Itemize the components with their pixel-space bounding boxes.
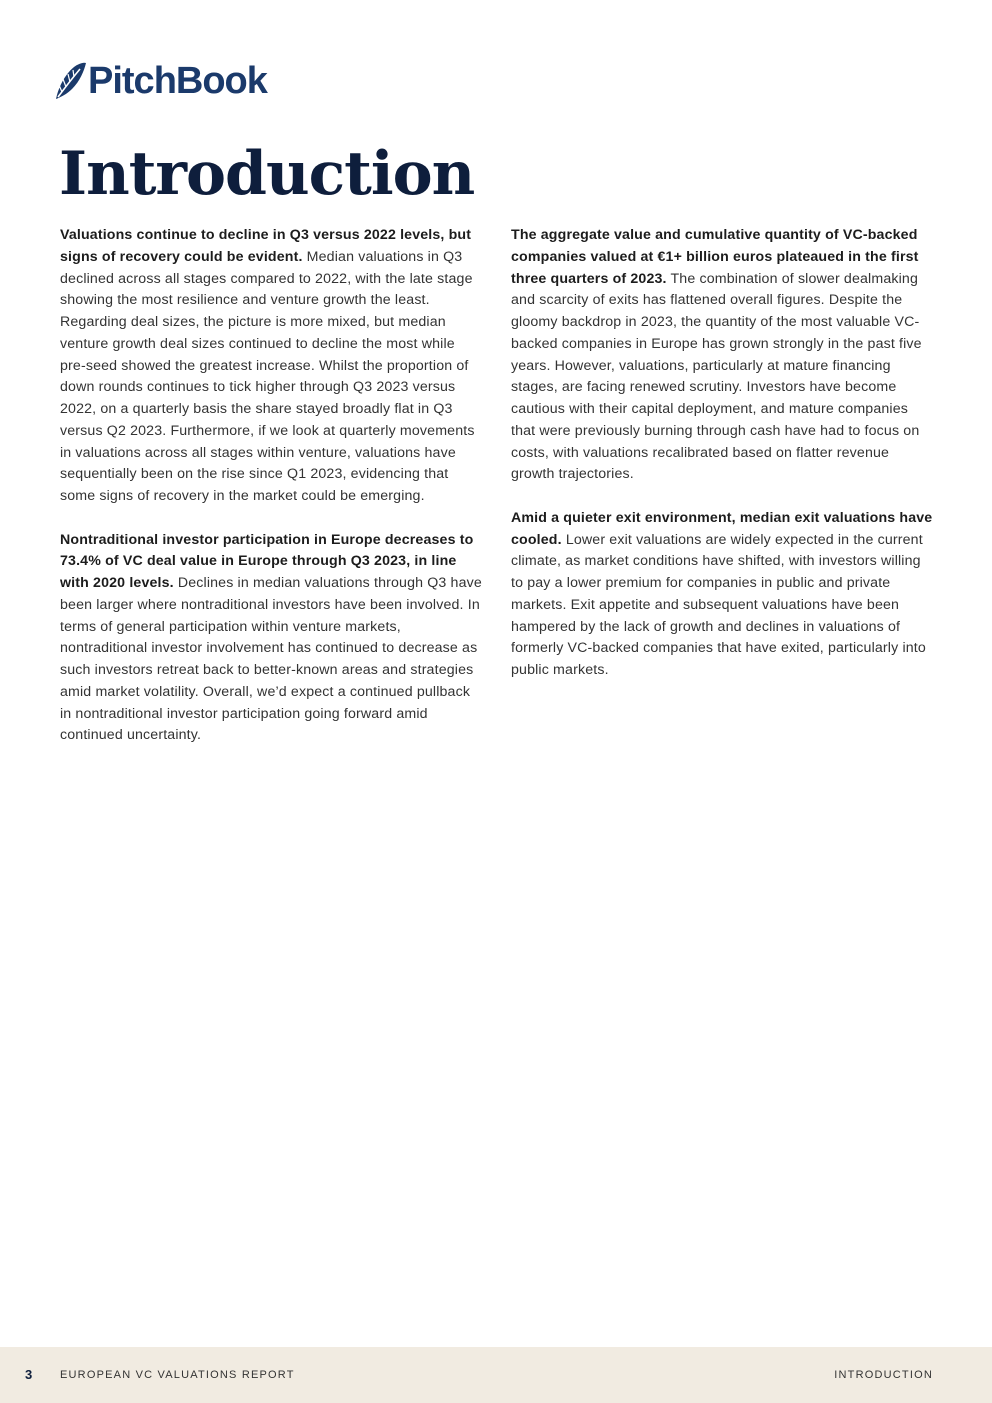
- page-number: 3: [25, 1367, 33, 1382]
- paragraph-body: The combination of slower dealmaking and scarcity of exits has flattened overall figures. Despite the gloomy backdrop in 2023, the quantity of the most valuable VC-backed companies in Europe has grown strongly in the past five years. However, valuations, particularly at mature financing stages, are facing renewed scrutiny. Investors have become cautious with their capital deployment, and mature companies that were previously burning through cash have had to focus on costs, with valuations recalibrated based on flatter revenue growth trajectories.: [511, 270, 922, 483]
- paragraph: [60, 530, 482, 748]
- paragraph-lead: The aggregate value and cumulative quantity of VC-backed companies valued at €1+ billion euros plateaued in the first three quarters of 2023.: [511, 227, 919, 287]
- pitchbook-logo: [52, 60, 267, 102]
- paragraph: [511, 225, 933, 486]
- paragraph-lead: Amid a quieter exit environment, median exit valuations have cooled.: [511, 509, 933, 548]
- paragraph-lead: Nontraditional investor participation in Europe decreases to 73.4% of VC deal value in Europe through Q3 2023, in line with 2020 levels.: [60, 531, 474, 591]
- section-name: INTRODUCTION: [834, 1369, 933, 1381]
- page-footer: [0, 1347, 992, 1403]
- page-title: Introduction: [59, 139, 475, 209]
- pitchbook-leaf-icon: [52, 61, 88, 101]
- left-column: [60, 225, 482, 769]
- paragraph: [511, 508, 933, 682]
- paragraph-body: Declines in median valuations through Q3 have been larger where nontraditional investors have been involved. In terms of general participation within venture markets, nontraditional investor involvement has continued to decrease as such investors retreat back to better-known areas and strategies amid market volatility. Overall, we’d expect a continued pullback in nontraditional investor participation going forward amid continued uncertainty.: [60, 575, 482, 744]
- paragraph-body: Median valuations in Q3 declined across all stages compared to 2022, with the late stage showing the most resilience and venture growth the least. Regarding deal sizes, the picture is more mixed, but median venture growth deal sizes continued to decline the most while pre-seed showed the greatest increase. Whilst the proportion of down rounds continues to tick higher through Q3 2023 versus 2022, on a quarterly basis the share stayed broadly flat in Q3 versus Q2 2023. Furthermore, if we look at quarterly movements in valuations across all stages within venture, valuations have sequentially been on the rise since Q1 2023, evidencing that some signs of recovery in the market could be emerging.: [60, 248, 475, 504]
- right-column: [511, 225, 933, 704]
- paragraph-lead: Valuations continue to decline in Q3 versus 2022 levels, but signs of recovery could be evident.: [60, 227, 472, 265]
- logo-wordmark: PitchBook: [88, 60, 267, 102]
- paragraph: [60, 225, 482, 508]
- paragraph-body: Lower exit valuations are widely expected in the current climate, as market conditions have shifted, with investors willing to pay a lower premium for companies in public and private markets. Exit appetite and subsequent valuations have been hampered by the lack of growth and declines in valuations of formerly VC-backed companies that have exited, particularly into public markets.: [511, 531, 926, 678]
- report-name: EUROPEAN VC VALUATIONS REPORT: [60, 1369, 295, 1381]
